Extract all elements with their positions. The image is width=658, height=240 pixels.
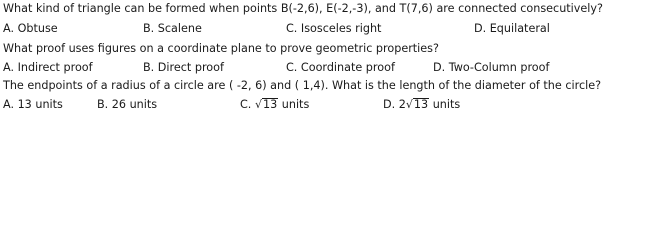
question-1-prompt: What kind of triangle can be formed when points B(-2,6), E(-2,-3), and T(7,6) are connected consecutively? [3,2,603,15]
question-3-option-a: A. 13 units [3,98,63,111]
option-c-radicand: 13 [262,98,278,111]
option-d-units: units [432,98,461,111]
question-3-option-d [383,97,460,112]
square-root-symbol: √13 [254,98,278,111]
question-2-option-a: A. Indirect proof [3,61,93,74]
option-c-units: units [281,98,310,111]
question-2-prompt: What proof uses figures on a coordinate plane to prove geometric properties? [3,42,439,55]
square-root-symbol: √13 [405,98,429,111]
question-2-option-c: C. Coordinate proof [286,61,395,74]
question-3-option-b: B. 26 units [97,98,158,111]
question-2-option-d: D. Two-Column proof [433,61,550,74]
question-1-option-b: B. Scalene [143,22,202,35]
question-1-option-a: A. Obtuse [3,22,58,35]
option-c-letter: C. [240,98,252,111]
question-2-option-b: B. Direct proof [143,61,224,74]
option-d-radicand: 13 [413,98,429,111]
question-3-option-c [240,97,309,112]
option-d-letter: D. 2 [383,98,406,111]
question-3-prompt: The endpoints of a radius of a circle are ( -2, 6) and ( 1,4). What is the length of the diameter of the circle? [3,79,602,92]
question-1-option-d: D. Equilateral [474,22,550,35]
question-1-option-c: C. Isosceles right [286,22,382,35]
